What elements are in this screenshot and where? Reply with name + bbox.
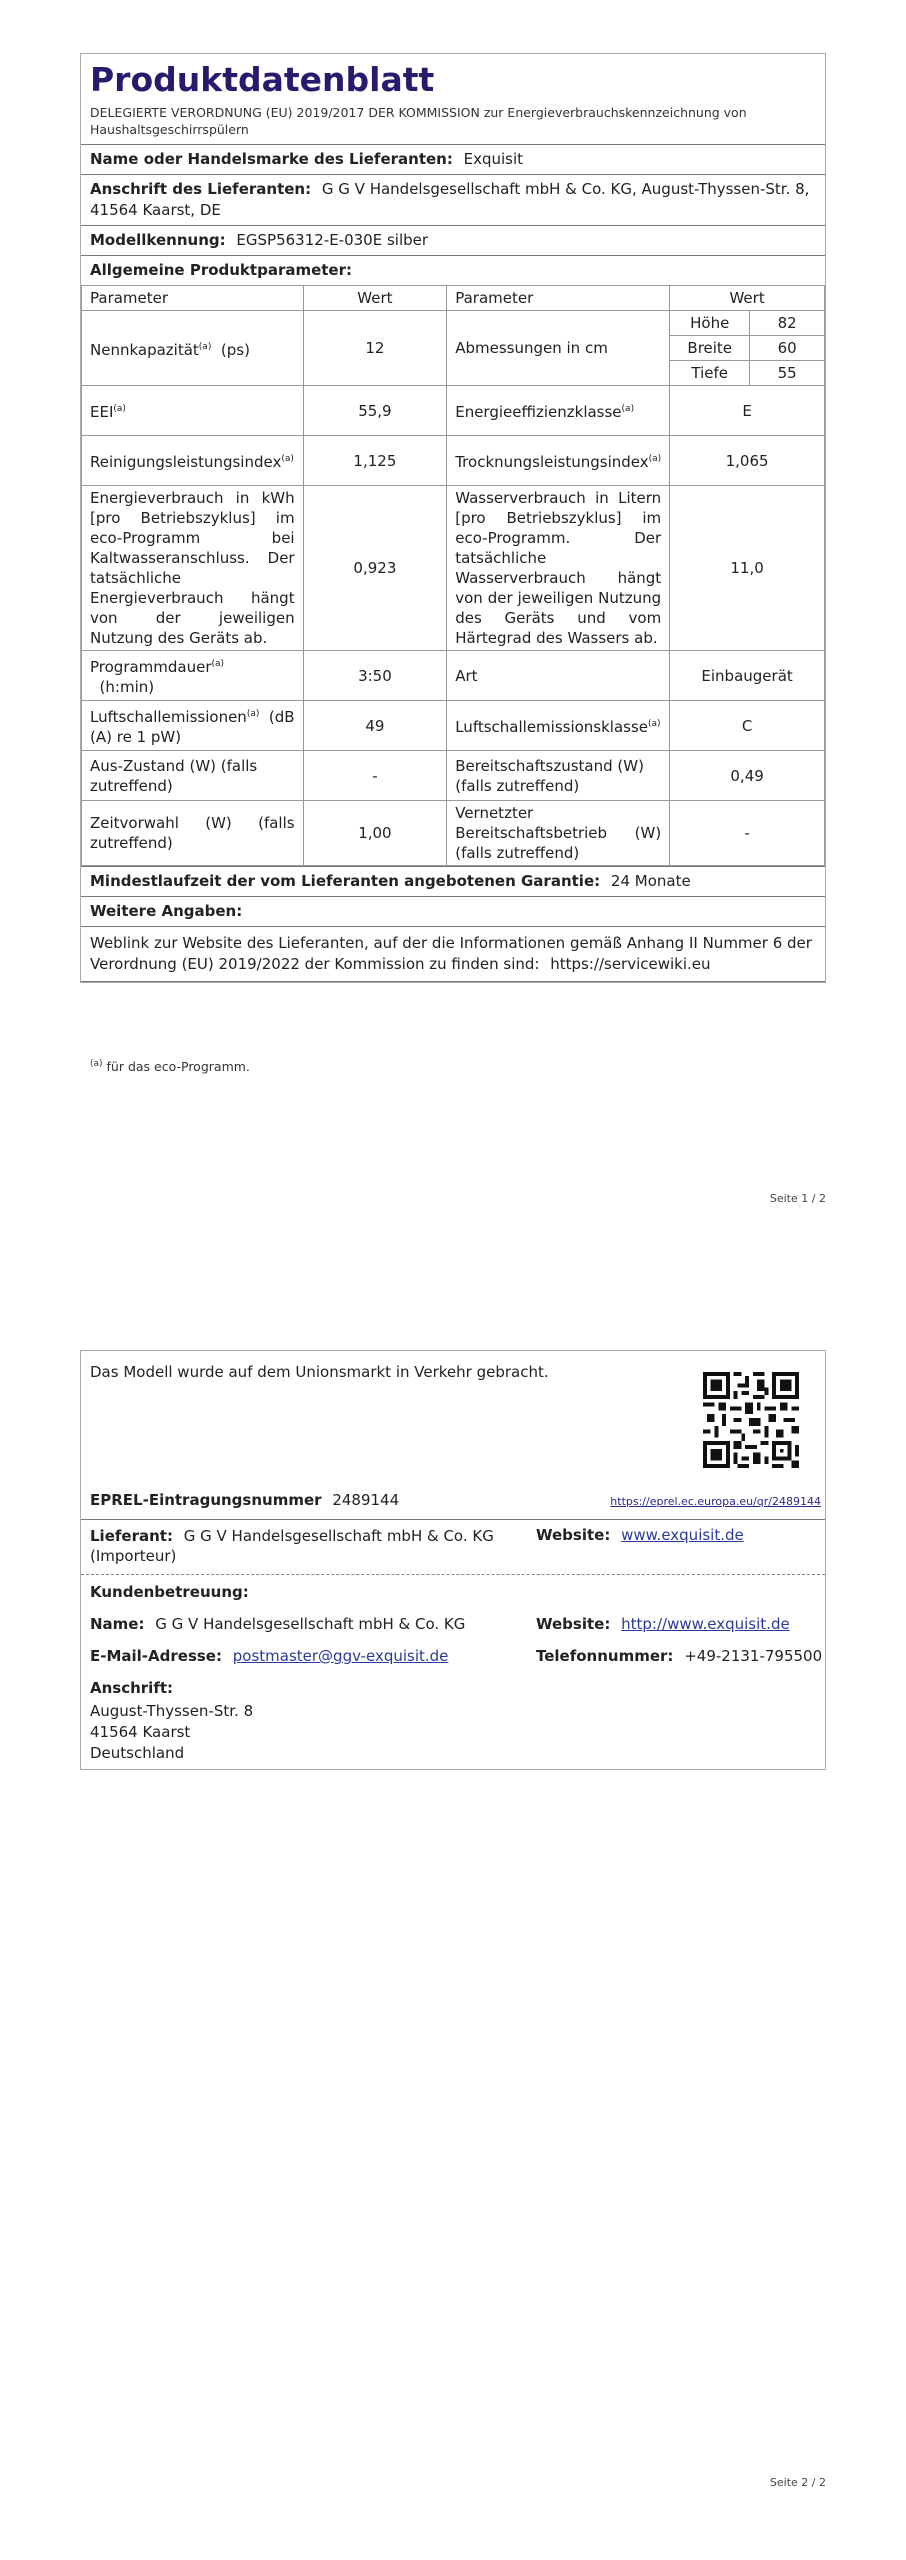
parameter-table: [81, 285, 825, 866]
noise-class-value: C: [670, 701, 825, 751]
networked-standby-value: -: [670, 801, 825, 866]
further-info-link[interactable]: https://servicewiki.eu: [550, 955, 711, 973]
height-label: Höhe: [670, 311, 750, 336]
header-parameter: Parameter: [447, 286, 670, 311]
cs-address: [90, 1701, 253, 1764]
qr-code-icon[interactable]: [703, 1372, 799, 1468]
cs-phone: [536, 1647, 822, 1665]
supplier-address-row: [81, 175, 825, 226]
page-1: [0, 0, 906, 1270]
eprel-sheet: [80, 1350, 826, 1770]
delay-start-value: 1,00: [303, 801, 447, 866]
energy-class-label: Energieeffizienzklasse: [455, 403, 622, 421]
dimensions-label: Abmessungen in cm: [447, 311, 670, 386]
cs-website-label: Website:: [536, 1615, 611, 1633]
footnote-marker: (a): [90, 1059, 103, 1069]
eprel-label: EPREL-Eintragungsnummer: [90, 1491, 322, 1509]
cleaning-label: Reinigungsleistungsindex: [90, 453, 282, 471]
table-row: [82, 801, 825, 866]
warranty-label: Mindestlaufzeit der vom Lieferanten angebotenen Garantie:: [90, 872, 601, 890]
drying-label: Trocknungsleistungsindex: [455, 453, 649, 471]
address-line: Deutschland: [90, 1744, 185, 1762]
market-intro-text: Das Modell wurde auf dem Unionsmarkt in Verkehr gebracht.: [90, 1363, 549, 1381]
noise-class-label-cell: [447, 701, 670, 751]
energy-class-value: E: [670, 386, 825, 436]
depth-label: Tiefe: [670, 361, 750, 386]
address-line: 41564 Kaarst: [90, 1723, 191, 1741]
supplier-label: Lieferant:: [90, 1527, 173, 1545]
supplier-info: [90, 1526, 530, 1566]
capacity-unit: (ps): [220, 340, 250, 359]
supplier-name-value: Exquisit: [463, 150, 524, 168]
program-duration-unit: (h:min): [99, 678, 155, 696]
water-consumption-label: Wasserverbrauch in Litern [pro Betriebszyklus] im eco-Programm. Der tatsächliche Wasserverbrauch hängt von der jeweiligen Nutzung des Geräts und vom Härtegrad des Wassers ab.: [447, 486, 670, 651]
supplier-value: G G V Handelsgesellschaft mbH & Co. KG (Importeur): [90, 1527, 494, 1565]
off-mode-value: -: [303, 751, 447, 801]
supplier-name-row: [81, 145, 825, 175]
general-params-label: Allgemeine Produktparameter:: [90, 261, 353, 279]
header-value: Wert: [670, 286, 825, 311]
footnote-marker: (a): [198, 341, 212, 352]
width-value: 60: [750, 336, 825, 361]
type-label: Art: [447, 651, 670, 701]
model-label: Modellkennung:: [90, 231, 226, 249]
header-parameter: Parameter: [82, 286, 304, 311]
supplier-name-label: Name oder Handelsmarke des Lieferanten:: [90, 150, 453, 168]
table-row: [82, 701, 825, 751]
cs-phone-value: +49-2131-795500: [684, 1647, 823, 1665]
noise-label: Luftschallemissionen: [90, 708, 247, 726]
capacity-label: Nennkapazität: [90, 340, 199, 359]
supplier-address-value: G G V Handelsgesellschaft mbH & Co. KG, August-Thyssen-Str. 8, 41564 Kaarst, DE: [90, 180, 810, 219]
table-row: [82, 651, 825, 701]
page-number: Seite 2 / 2: [769, 2476, 826, 2489]
warranty-row: [81, 866, 825, 897]
title-block: [81, 54, 825, 145]
energy-class-label-cell: [447, 386, 670, 436]
energy-consumption-label: Energieverbrauch in kWh [pro Betriebszyklus] im eco-Programm bei Kaltwasseranschluss. Der tatsächliche Energieverbrauch hängt von der jeweiligen Nutzung des Geräts ab.: [82, 486, 304, 651]
footnote-marker: (a): [211, 659, 225, 669]
noise-label-cell: [82, 701, 304, 751]
cleaning-label-cell: [82, 436, 304, 486]
cleaning-value: 1,125: [303, 436, 447, 486]
cs-name-value: G G V Handelsgesellschaft mbH & Co. KG: [155, 1615, 466, 1633]
cs-name-label: Name:: [90, 1615, 145, 1633]
drying-label-cell: [447, 436, 670, 486]
eprel-value: 2489144: [332, 1491, 400, 1509]
further-info-text: Weblink zur Website des Lieferanten, auf der die Informationen gemäß Anhang II Nummer 6 der Verordnung (EU) 2019/2022 der Kommission zu finden sind:: [90, 934, 812, 973]
footnote-marker: (a): [648, 454, 662, 464]
supplier-address-label: Anschrift des Lieferanten:: [90, 180, 312, 198]
cs-name: [90, 1615, 465, 1633]
table-row: [82, 751, 825, 801]
footnote-text: für das eco-Programm.: [106, 1059, 250, 1075]
footnote: [90, 1059, 250, 1074]
depth-value: 55: [750, 361, 825, 386]
networked-standby-label: Vernetzter Bereitschaftsbetrieb (W) (falls zutreffend): [447, 801, 670, 866]
eprel-section: [81, 1351, 825, 1520]
eprel-number: [90, 1491, 399, 1509]
drying-value: 1,065: [670, 436, 825, 486]
page-title: Produktdatenblatt: [90, 60, 435, 99]
cs-phone-label: Telefonnummer:: [536, 1647, 674, 1665]
model-row: [81, 226, 825, 256]
footnote-marker: (a): [246, 709, 260, 719]
warranty-value: 24 Monate: [610, 872, 691, 890]
noise-value: 49: [303, 701, 447, 751]
supplier-website: [536, 1526, 744, 1544]
eprel-link[interactable]: https://eprel.ec.europa.eu/qr/2489144: [610, 1495, 821, 1508]
energy-consumption-value: 0,923: [303, 486, 447, 651]
table-header-row: [82, 286, 825, 311]
address-line: August-Thyssen-Str. 8: [90, 1702, 254, 1720]
footnote-marker: (a): [113, 404, 126, 414]
table-row: [82, 311, 825, 336]
product-data-sheet: [80, 53, 826, 983]
page-2: [0, 1270, 906, 2560]
capacity-value: 12: [303, 311, 447, 386]
standby-label: Bereitschaftszustand (W) (falls zutreffend): [447, 751, 670, 801]
standby-value: 0,49: [670, 751, 825, 801]
customer-service-label: Kundenbetreuung:: [90, 1583, 249, 1601]
general-params-row: [81, 256, 825, 285]
delay-start-label: Zeitvorwahl (W) (falls zutreffend): [82, 801, 304, 866]
further-info-text-row: [81, 927, 825, 982]
height-value: 82: [750, 311, 825, 336]
noise-class-label: Luftschallemissionsklasse: [455, 718, 649, 736]
cs-email: [90, 1647, 448, 1665]
table-row: [82, 486, 825, 651]
cs-email-link[interactable]: postmaster@ggv-exquisit.de: [232, 1647, 449, 1665]
website-link[interactable]: www.exquisit.de: [621, 1526, 744, 1544]
page-number: Seite 1 / 2: [769, 1192, 826, 1205]
model-value: EGSP56312-E-030E silber: [236, 231, 429, 249]
eei-label: EEI: [90, 403, 114, 421]
footnote-marker: (a): [281, 454, 294, 464]
further-info-row: [81, 897, 825, 927]
noise-unit: (dB (A) re 1 pW): [90, 708, 295, 746]
footnote-marker: (a): [621, 404, 635, 414]
supplier-section: [81, 1520, 825, 1575]
website-label: Website:: [536, 1526, 611, 1544]
eei-label-cell: [82, 386, 304, 436]
cs-website: [536, 1615, 790, 1633]
further-info-label: Weitere Angaben:: [90, 902, 243, 920]
program-duration-value: 3:50: [303, 651, 447, 701]
cs-address-label: Anschrift:: [90, 1679, 174, 1697]
regulation-subtitle: DELEGIERTE VERORDNUNG (EU) 2019/2017 DER KOMMISSION zur Energieverbrauchskennzeichnung von Haushaltsgeschirrspülern: [90, 105, 747, 137]
cs-email-label: E-Mail-Adresse:: [90, 1647, 222, 1665]
off-mode-label: Aus-Zustand (W) (falls zutreffend): [82, 751, 304, 801]
program-duration-label: Programmdauer: [90, 658, 212, 676]
program-duration-label-cell: [82, 651, 304, 701]
header-value: Wert: [303, 286, 447, 311]
width-label: Breite: [670, 336, 750, 361]
water-consumption-value: 11,0: [670, 486, 825, 651]
eei-value: 55,9: [303, 386, 447, 436]
footnote-marker: (a): [648, 719, 661, 729]
customer-service-section: [81, 1575, 825, 1771]
capacity-label-cell: [82, 311, 304, 386]
cs-website-link[interactable]: http://www.exquisit.de: [621, 1615, 790, 1633]
table-row: [82, 386, 825, 436]
type-value: Einbaugerät: [670, 651, 825, 701]
table-row: [82, 436, 825, 486]
